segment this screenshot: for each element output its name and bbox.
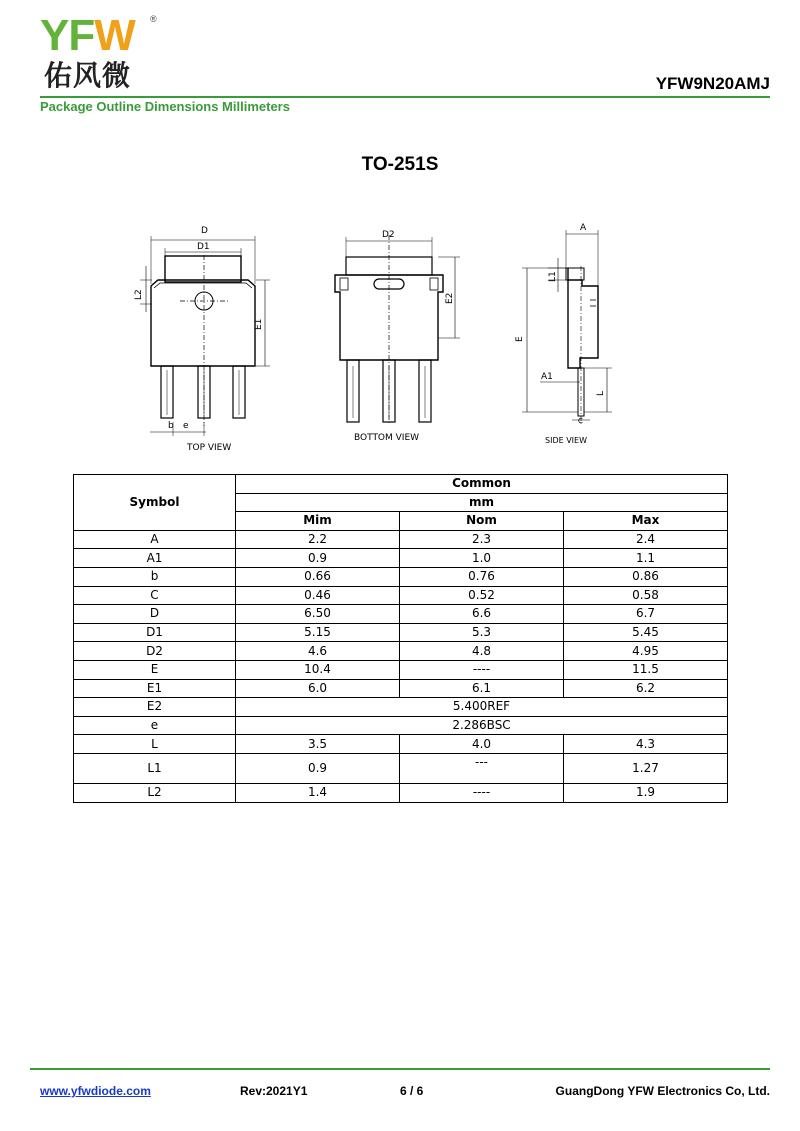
symbol-cell: E1 <box>74 679 236 698</box>
table-row <box>74 679 728 698</box>
symbol-cell: L <box>74 735 236 754</box>
min-cell: 3.5 <box>236 735 400 754</box>
max-cell: 1.27 <box>564 753 728 783</box>
dim-label-E: E <box>515 336 525 342</box>
nom-cell: 0.52 <box>400 586 564 605</box>
symbol-cell: D <box>74 605 236 624</box>
footer-divider <box>30 1068 770 1070</box>
min-cell: 1.4 <box>236 783 400 802</box>
min-cell: 2.2 <box>236 530 400 549</box>
logo-wordmark: YFW <box>40 11 135 60</box>
dim-label-e: e <box>183 421 189 431</box>
table-row <box>74 605 728 624</box>
min-cell: 0.9 <box>236 753 400 783</box>
dim-label-b: b <box>168 421 174 431</box>
max-cell: 1.9 <box>564 783 728 802</box>
min-cell: 6.0 <box>236 679 400 698</box>
part-number: YFW9N20AMJ <box>655 74 770 93</box>
value-cell: 2.286BSC <box>236 716 728 735</box>
company-name: GuangDong YFW Electronics Co, Ltd. <box>555 1084 770 1098</box>
symbol-header: Symbol <box>74 475 236 531</box>
symbol-cell: A1 <box>74 549 236 568</box>
table-row <box>74 549 728 568</box>
top-view-caption: TOP VIEW <box>187 443 232 453</box>
dim-label-D2: D2 <box>382 230 395 240</box>
symbol-cell: D2 <box>74 642 236 661</box>
symbol-cell: A <box>74 530 236 549</box>
min-cell: 0.66 <box>236 567 400 586</box>
dim-label-D1: D1 <box>197 242 210 252</box>
table-row <box>74 698 728 717</box>
unit-header: mm <box>236 493 728 512</box>
table-row <box>74 623 728 642</box>
nom-cell: 1.0 <box>400 549 564 568</box>
value-cell: 5.400REF <box>236 698 728 717</box>
nom-cell: 6.6 <box>400 605 564 624</box>
max-cell: 4.95 <box>564 642 728 661</box>
package-outline-drawings <box>0 200 800 460</box>
side-view-caption: SIDE VIEW <box>545 436 587 445</box>
symbol-cell: D1 <box>74 623 236 642</box>
max-cell: 4.3 <box>564 735 728 754</box>
registered-mark: ® <box>150 14 157 24</box>
dim-label-L2: L2 <box>134 289 144 300</box>
nom-cell: 5.3 <box>400 623 564 642</box>
nom-cell: ---- <box>400 783 564 802</box>
min-cell: 0.9 <box>236 549 400 568</box>
header-divider <box>40 96 770 98</box>
min-cell: 4.6 <box>236 642 400 661</box>
page-number: 6 / 6 <box>400 1084 424 1098</box>
symbol-cell: C <box>74 586 236 605</box>
side-view-drawing <box>515 223 612 445</box>
nom-cell: 4.0 <box>400 735 564 754</box>
dimensions-table <box>73 474 728 803</box>
table-row <box>74 716 728 735</box>
table-row <box>74 567 728 586</box>
dim-label-D: D <box>201 226 208 236</box>
max-header: Max <box>564 512 728 531</box>
nom-header: Nom <box>400 512 564 531</box>
top-view-drawing <box>134 226 270 453</box>
nom-cell: ---- <box>400 660 564 679</box>
table-row <box>74 586 728 605</box>
dim-label-A1: A1 <box>541 372 553 382</box>
dim-label-E1: E1 <box>254 318 264 330</box>
min-cell: 5.15 <box>236 623 400 642</box>
table-row <box>74 783 728 802</box>
max-cell: 0.86 <box>564 567 728 586</box>
nom-cell: 6.1 <box>400 679 564 698</box>
dim-label-C: C <box>578 417 583 425</box>
table-row <box>74 530 728 549</box>
package-title: TO-251S <box>361 154 439 175</box>
max-cell: 6.7 <box>564 605 728 624</box>
max-cell: 11.5 <box>564 660 728 679</box>
max-cell: 5.45 <box>564 623 728 642</box>
revision: Rev:2021Y1 <box>240 1084 308 1098</box>
common-header: Common <box>236 475 728 494</box>
dim-label-L1: L1 <box>548 271 558 282</box>
dim-label-A: A <box>580 223 587 233</box>
max-cell: 1.1 <box>564 549 728 568</box>
min-cell: 6.50 <box>236 605 400 624</box>
symbol-cell: L1 <box>74 753 236 783</box>
symbol-cell: b <box>74 567 236 586</box>
symbol-cell: L2 <box>74 783 236 802</box>
max-cell: 0.58 <box>564 586 728 605</box>
bottom-view-caption: BOTTOM VIEW <box>354 433 420 443</box>
bottom-view-drawing <box>335 230 460 443</box>
nom-cell: 2.3 <box>400 530 564 549</box>
symbol-cell: E2 <box>74 698 236 717</box>
nom-cell: 0.76 <box>400 567 564 586</box>
min-cell: 10.4 <box>236 660 400 679</box>
symbol-cell: E <box>74 660 236 679</box>
website-link[interactable]: www.yfwdiode.com <box>40 1084 151 1098</box>
nom-cell: 4.8 <box>400 642 564 661</box>
logo-chinese-name: 佑风微 <box>44 59 132 92</box>
symbol-cell: e <box>74 716 236 735</box>
dim-label-E2: E2 <box>445 292 455 304</box>
nom-cell: --- <box>400 753 564 783</box>
company-logo <box>40 11 160 96</box>
table-row <box>74 660 728 679</box>
max-cell: 2.4 <box>564 530 728 549</box>
max-cell: 6.2 <box>564 679 728 698</box>
table-row <box>74 642 728 661</box>
table-row <box>74 735 728 754</box>
table-row <box>74 753 728 783</box>
min-cell: 0.46 <box>236 586 400 605</box>
dim-label-L: L <box>596 390 606 396</box>
min-header: Mim <box>236 512 400 531</box>
section-subtitle: Package Outline Dimensions Millimeters <box>40 99 290 114</box>
